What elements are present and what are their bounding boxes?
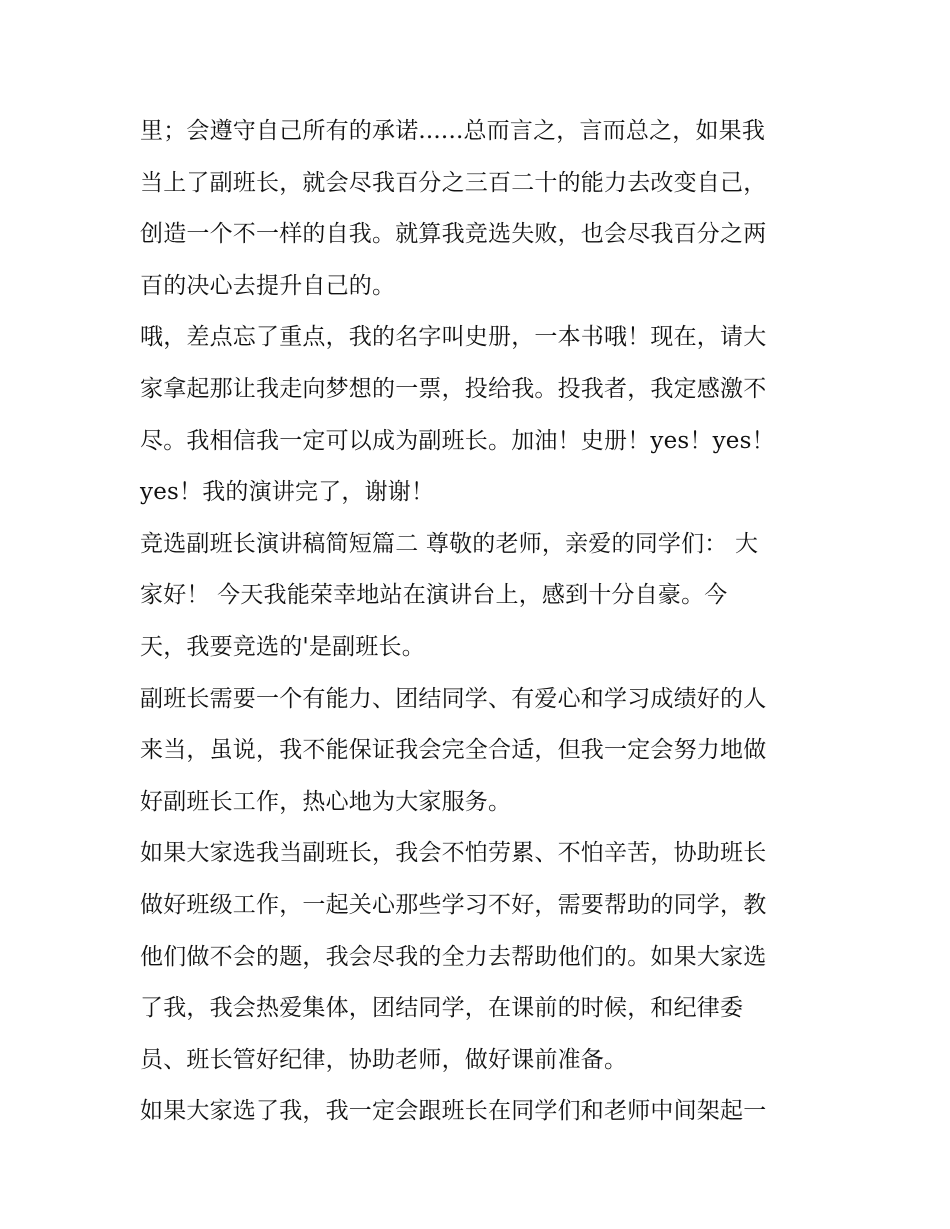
paragraph-if-elected: [140, 828, 820, 1086]
text-line: 家拿起那让我走向梦想的一票，投给我。投我者，我定感激不: [140, 375, 767, 402]
paragraph-name-and-vote: [140, 312, 820, 518]
text-line: 尽。我相信我一定可以成为副班长。加油！史册！yes！yes！: [140, 427, 775, 454]
text-line: 如果大家选了我，我一定会跟班长在同学们和老师中间架起一: [140, 1098, 767, 1125]
text-line: 员、班长管好纪律，协助老师，做好课前准备。: [140, 1046, 628, 1073]
text-line: yes！我的演讲完了，谢谢！: [140, 479, 435, 506]
paragraph-speech-two-intro: [140, 519, 820, 674]
text-line: 做好班级工作，一起关心那些学习不好，需要帮助的同学，教: [140, 891, 767, 918]
text-line: 哦，差点忘了重点，我的名字叫史册，一本书哦！现在，请大: [140, 324, 767, 351]
text-line: 了我，我会热爱集体，团结同学，在课前的时候，和纪律委: [140, 995, 744, 1022]
text-line: 当上了副班长，就会尽我百分之三百二十的能力去改变自己，: [140, 169, 767, 196]
paragraph-promise: [140, 106, 820, 312]
document-body: [140, 106, 820, 1138]
text-line: 来当，虽说，我不能保证我会完全合适，但我一定会努力地做: [140, 737, 767, 764]
paragraph-bridge: [140, 1086, 820, 1138]
text-line: 好副班长工作，热心地为大家服务。: [140, 788, 512, 815]
text-line: 天，我要竞选的'是副班长。: [140, 633, 425, 660]
text-line: 家好！ 今天我能荣幸地站在演讲台上，感到十分自豪。今: [140, 582, 728, 609]
text-line: 创造一个不一样的自我。就算我竞选失败，也会尽我百分之两: [140, 221, 767, 248]
text-line: 里；会遵守自己所有的承诺......总而言之，言而总之，如果我: [140, 118, 766, 144]
text-line: 他们做不会的题，我会尽我的全力去帮助他们的。如果大家选: [140, 943, 767, 970]
text-line: 如果大家选我当副班长，我会不怕劳累、不怕辛苦，协助班长: [140, 840, 767, 867]
paragraph-qualities: [140, 674, 820, 829]
text-line: 竞选副班长演讲稿简短篇二 尊敬的老师，亲爱的同学们： 大: [140, 530, 759, 557]
text-line: 百的决心去提升自己的。: [140, 272, 396, 299]
text-line: 副班长需要一个有能力、团结同学、有爱心和学习成绩好的人: [140, 685, 767, 712]
